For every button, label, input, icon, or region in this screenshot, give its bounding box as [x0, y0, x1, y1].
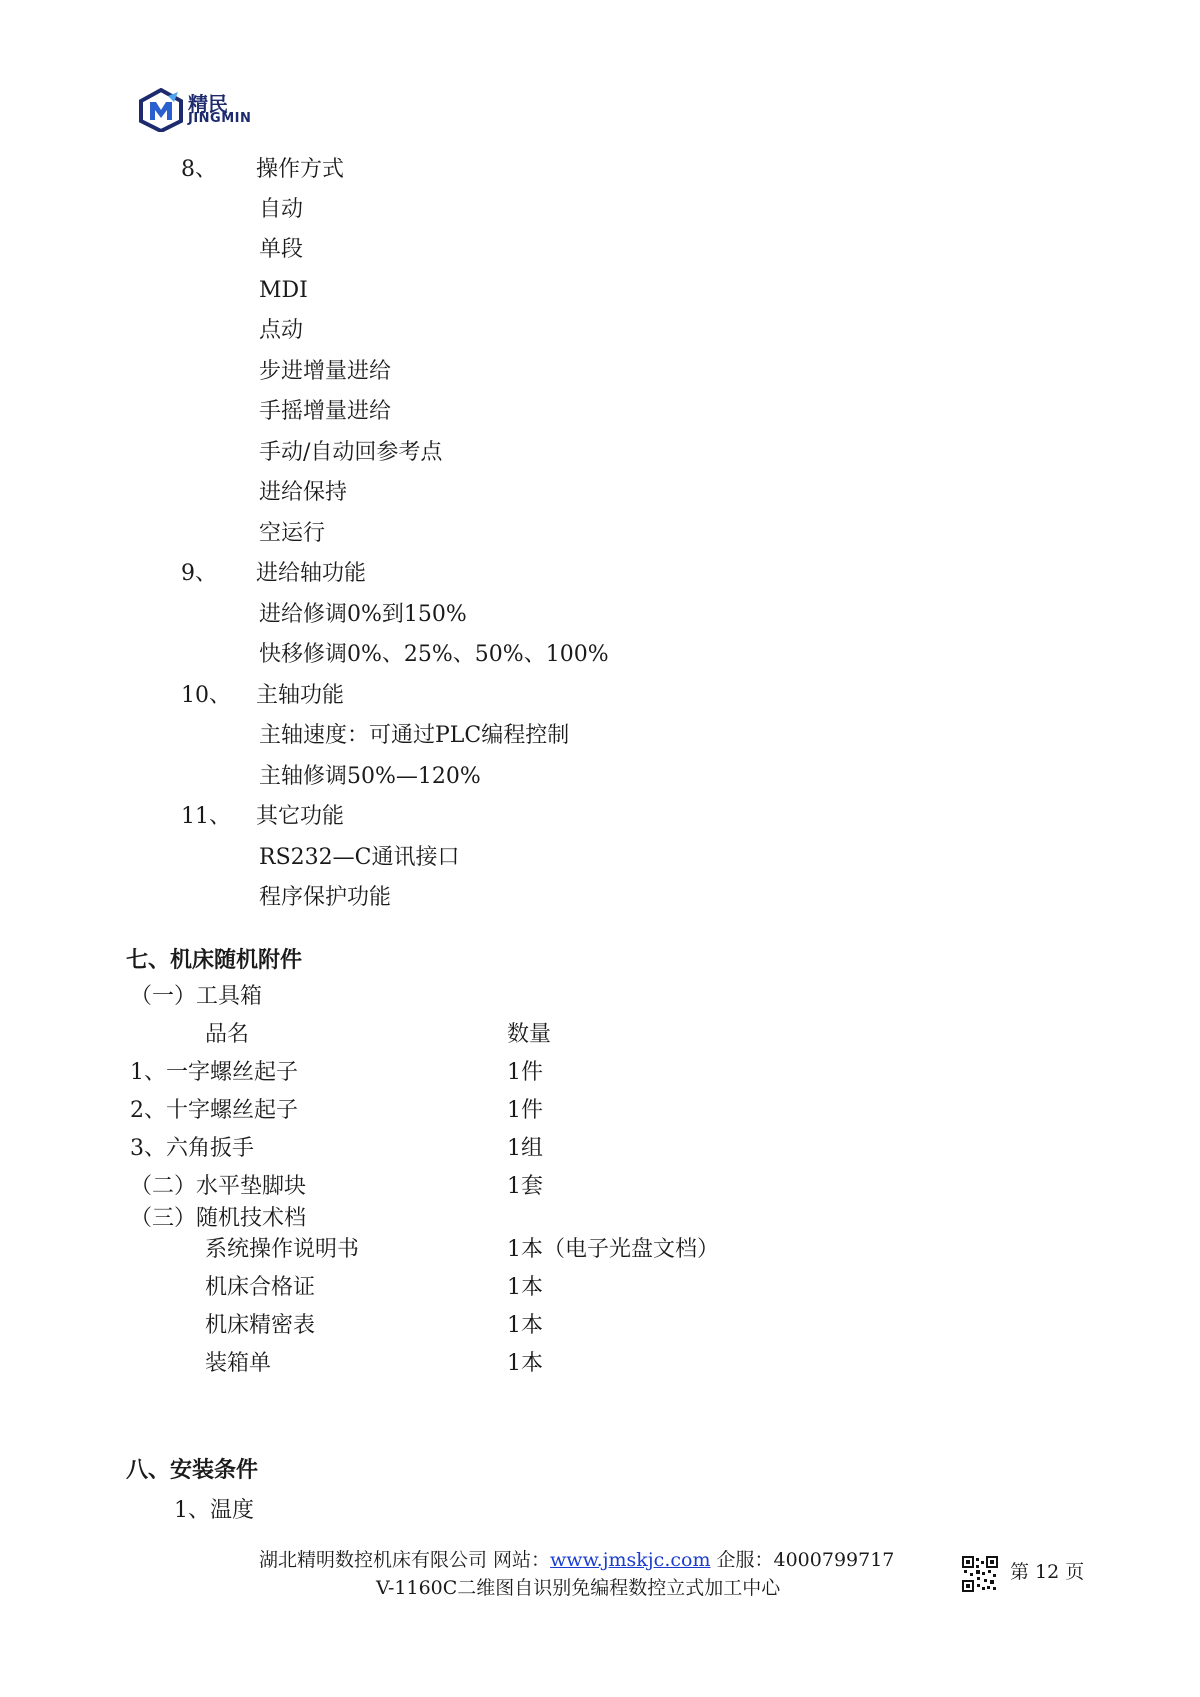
footer-website-link[interactable]: www.jmskjc.com — [550, 1549, 711, 1571]
doc-name: 机床合格证 — [205, 1275, 316, 1300]
item10-number: 10、 — [181, 683, 231, 708]
doc-name: 系统操作说明书 — [205, 1237, 360, 1262]
logo-text-cn: 精民 — [188, 92, 228, 116]
footer-page-number: 第 12 页 — [1010, 1561, 1085, 1583]
doc-qty: 1本（电子光盘文档） — [507, 1237, 719, 1262]
section8-heading: 八、安装条件 — [126, 1458, 259, 1483]
item9-sub: 进给修调0%到150% — [259, 602, 467, 627]
accessory-qty: 1套 — [507, 1174, 543, 1199]
accessory-qty: 1组 — [507, 1136, 543, 1161]
footer-company: 湖北精明数控机床有限公司 网站： — [259, 1549, 551, 1571]
item8-sub: 空运行 — [259, 521, 326, 546]
section7-heading: 七、机床随机附件 — [126, 948, 303, 973]
doc-name: 装箱单 — [205, 1351, 272, 1376]
jingmin-logo-icon — [138, 88, 184, 132]
item8-sub: 单段 — [259, 237, 304, 262]
item8-title: 操作方式 — [256, 157, 345, 182]
item9-title: 进给轴功能 — [256, 561, 367, 586]
section8-item1: 1、温度 — [174, 1498, 254, 1523]
item8-sub: 手动/自动回参考点 — [259, 440, 443, 465]
accessory-qty: 1件 — [507, 1098, 543, 1123]
qr-code-icon — [962, 1556, 998, 1592]
doc-qty: 1本 — [507, 1351, 543, 1376]
doc-name: 机床精密表 — [205, 1313, 316, 1338]
item8-number: 8、 — [181, 157, 217, 182]
footer-service: 企服：4000799717 — [710, 1549, 895, 1571]
item8-sub: 步进增量进给 — [259, 359, 392, 384]
qr-code — [962, 1556, 998, 1592]
column-name-header: 品名 — [205, 1022, 250, 1047]
item9-number: 9、 — [181, 561, 217, 586]
item8-sub: 点动 — [259, 318, 304, 343]
accessory-name: 3、六角扳手 — [130, 1136, 254, 1161]
item11-number: 11、 — [181, 804, 231, 829]
item10-title: 主轴功能 — [256, 683, 345, 708]
column-qty-header: 数量 — [507, 1022, 552, 1047]
accessory-name: 1、一字螺丝起子 — [130, 1060, 298, 1085]
footer-subtitle: V-1160C二维图自识别免编程数控立式加工中心 — [376, 1577, 781, 1599]
item8-sub: 手摇增量进给 — [259, 399, 392, 424]
item11-sub: RS232—C通讯接口 — [259, 845, 460, 870]
doc-qty: 1本 — [507, 1313, 543, 1338]
toolbox-title: （一）工具箱 — [130, 984, 263, 1009]
logo-text-en: JINGMIN — [188, 111, 252, 126]
company-logo — [138, 88, 252, 134]
item8-sub: 进给保持 — [259, 480, 348, 505]
item8-sub: 自动 — [259, 197, 304, 222]
item10-sub: 主轴速度：可通过PLC编程控制 — [259, 723, 570, 748]
accessory-qty: 1件 — [507, 1060, 543, 1085]
accessory-name: 2、十字螺丝起子 — [130, 1098, 298, 1123]
item8-sub: MDI — [259, 278, 308, 303]
item9-sub: 快移修调0%、25%、50%、100% — [259, 642, 609, 667]
accessory-name: （二）水平垫脚块 — [130, 1174, 307, 1199]
doc-qty: 1本 — [507, 1275, 543, 1300]
item10-sub: 主轴修调50%—120% — [259, 764, 481, 789]
item11-sub: 程序保护功能 — [259, 885, 392, 910]
item11-title: 其它功能 — [256, 804, 345, 829]
docs-title: （三）随机技术档 — [130, 1206, 307, 1231]
footer-line1 — [259, 1548, 894, 1572]
